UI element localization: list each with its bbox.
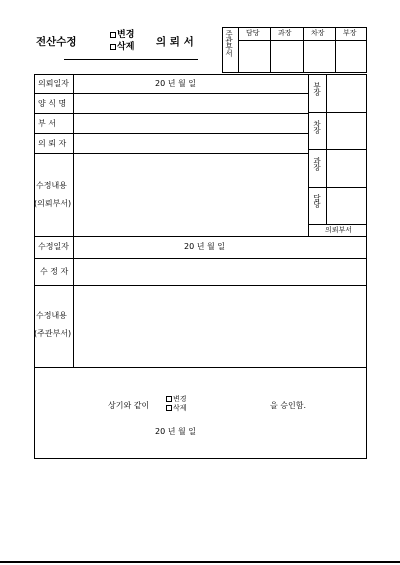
checkbox-icon[interactable]	[166, 396, 172, 402]
dept-label: 부 서	[38, 119, 56, 128]
page-bottom-border	[0, 561, 400, 563]
modification-content-label: 수정내용	[36, 311, 67, 320]
approval-text-prefix: 상기와 같이	[108, 401, 150, 410]
side-approval-footer: 의뢰부서	[325, 226, 353, 234]
modification-date-label: 수정일자	[38, 242, 69, 251]
modification-date-value[interactable]: 20 년 월 일	[184, 242, 225, 251]
modification-content-dept: (주관부서)	[34, 329, 72, 338]
title-underline	[64, 59, 198, 60]
approval-side-label: 주관부서	[224, 30, 234, 56]
form-name-label: 양 식 명	[38, 99, 67, 108]
requester-label: 의 뢰 자	[38, 139, 67, 148]
approval-text-suffix: 을 승인함.	[270, 401, 306, 410]
title-option-change: 변경	[110, 31, 134, 40]
title-right: 의 뢰 서	[156, 36, 194, 48]
approval-date-value[interactable]: 20 년 월 일	[155, 427, 196, 436]
approval-col-2: 과장	[278, 29, 292, 37]
request-content-dept: (의뢰부서)	[34, 199, 72, 208]
side-approval-2: 차장	[312, 120, 322, 133]
side-approval-3: 과장	[312, 157, 322, 170]
approval-option-change: 변경	[166, 396, 187, 403]
approval-col-4: 부장	[343, 29, 357, 37]
modifier-label: 수 정 자	[40, 267, 69, 276]
title-option-delete: 삭제	[110, 43, 134, 52]
approval-col-3: 차장	[311, 29, 325, 37]
request-date-value[interactable]: 20 년 월 일	[155, 79, 196, 88]
checkbox-icon[interactable]	[110, 32, 116, 38]
checkbox-icon[interactable]	[166, 405, 172, 411]
request-date-label: 의뢰일자	[38, 79, 69, 88]
side-approval-4: 담당	[312, 194, 322, 207]
side-approval-1: 부장	[312, 82, 322, 95]
title-left: 전산수정	[36, 36, 77, 48]
approval-option-delete: 삭제	[166, 405, 187, 412]
approval-col-1: 담당	[246, 29, 260, 37]
request-content-label: 수정내용	[36, 181, 67, 190]
checkbox-icon[interactable]	[110, 44, 116, 50]
